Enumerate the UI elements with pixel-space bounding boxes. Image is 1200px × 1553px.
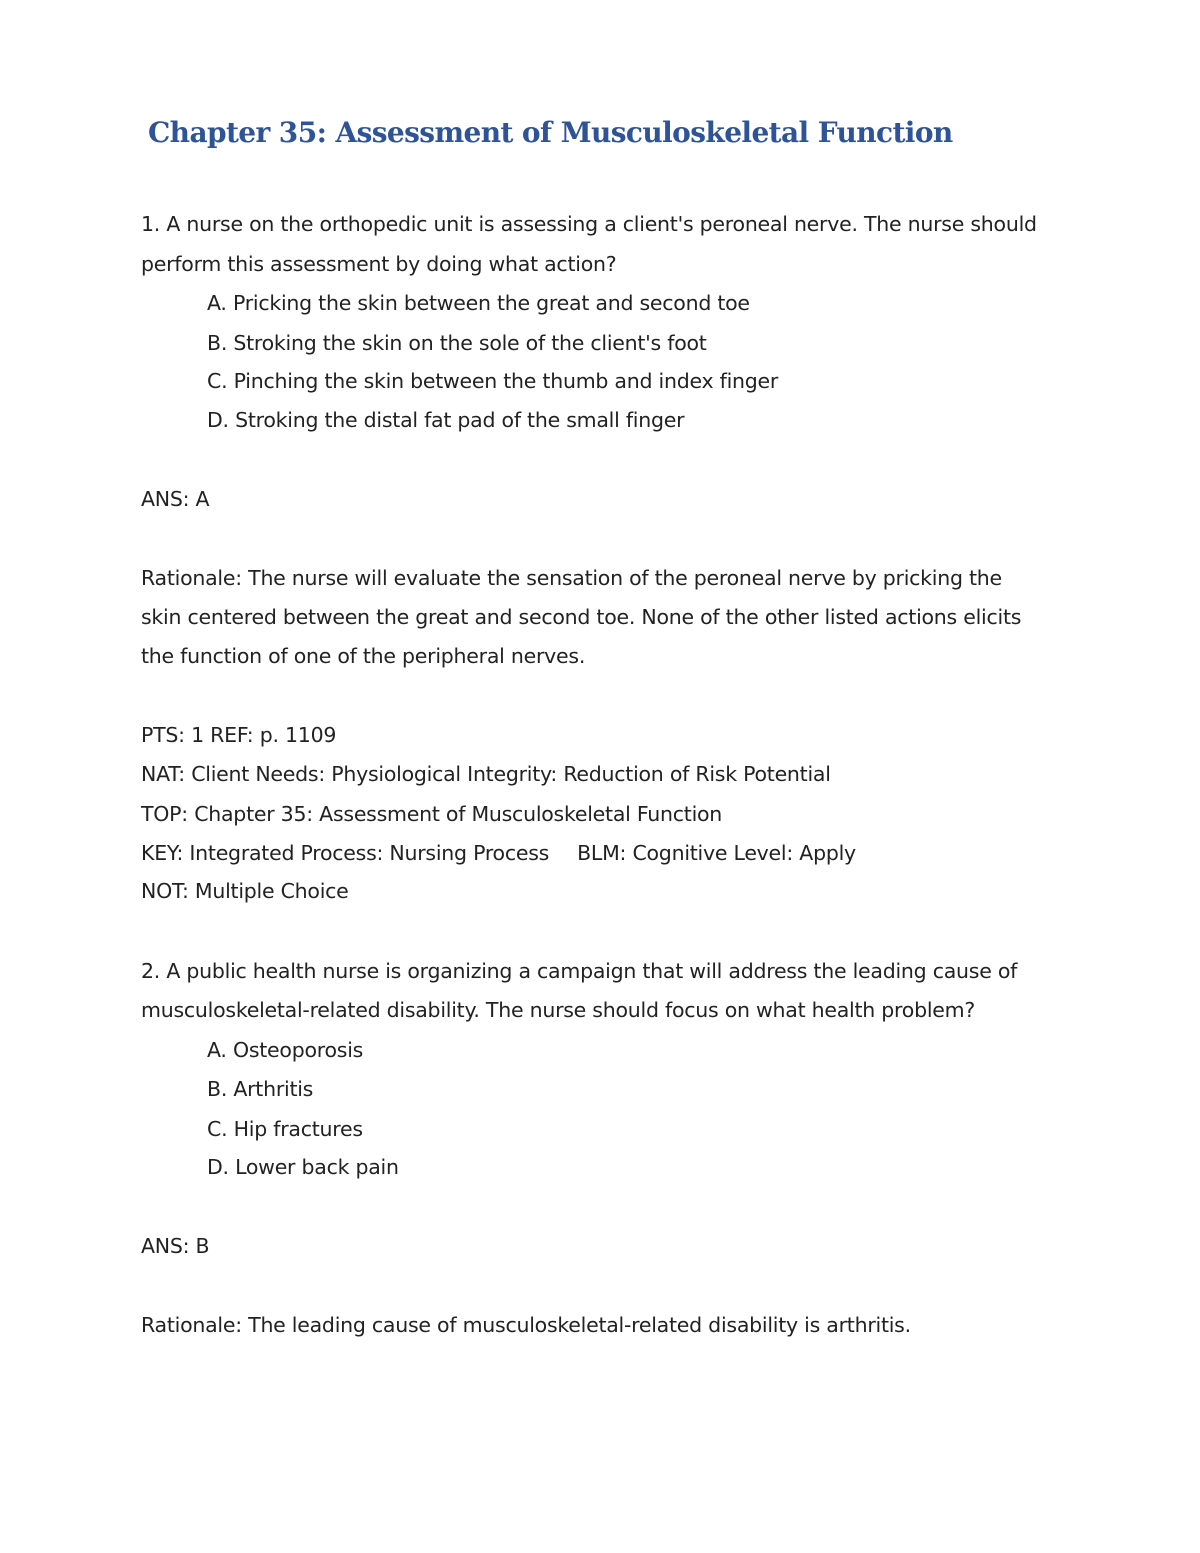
question-2-stem-line-2: musculoskeletal-related disability. The nurse should focus on what health problem? xyxy=(141,998,975,1022)
question-1-option-b: B. Stroking the skin on the sole of the client's foot xyxy=(207,331,707,355)
question-2-option-b: B. Arthritis xyxy=(207,1077,314,1101)
question-1-stem-line-1: 1. A nurse on the orthopedic unit is assessing a client's peroneal nerve. The nurse should xyxy=(141,212,1037,236)
question-2-stem-line-1: 2. A public health nurse is organizing a campaign that will address the leading cause of xyxy=(141,959,1018,983)
question-1-rationale-line-2: skin centered between the great and second toe. None of the other listed actions elicits xyxy=(141,605,1022,629)
question-2-option-c: C. Hip fractures xyxy=(207,1117,363,1141)
question-1-key-blm-row xyxy=(141,839,856,867)
question-1-not: NOT: Multiple Choice xyxy=(141,879,349,903)
question-1-key: KEY: Integrated Process: Nursing Process xyxy=(141,841,550,865)
question-1-rationale-line-3: the function of one of the peripheral nerves. xyxy=(141,644,586,668)
question-1-answer: ANS: A xyxy=(141,487,210,511)
question-1-nat: NAT: Client Needs: Physiological Integrity: Reduction of Risk Potential xyxy=(141,762,831,786)
chapter-title: Chapter 35: Assessment of Musculoskeletal Function xyxy=(148,116,953,149)
question-1-option-c: C. Pinching the skin between the thumb and index finger xyxy=(207,369,779,393)
question-2-answer: ANS: B xyxy=(141,1234,210,1258)
question-1-rationale-line-1: Rationale: The nurse will evaluate the sensation of the peroneal nerve by pricking the xyxy=(141,566,1002,590)
question-2-option-a: A. Osteoporosis xyxy=(207,1038,364,1062)
question-2-option-d: D. Lower back pain xyxy=(207,1155,399,1179)
question-1-option-a: A. Pricking the skin between the great and second toe xyxy=(207,291,750,315)
question-1-option-d: D. Stroking the distal fat pad of the small finger xyxy=(207,408,685,432)
question-1-top: TOP: Chapter 35: Assessment of Musculoskeletal Function xyxy=(141,802,723,826)
question-1-stem-line-2: perform this assessment by doing what action? xyxy=(141,252,617,276)
question-1-pts-ref: PTS: 1 REF: p. 1109 xyxy=(141,723,337,747)
question-1-blm: BLM: Cognitive Level: Apply xyxy=(577,841,856,865)
question-2-rationale-line-1: Rationale: The leading cause of musculoskeletal-related disability is arthritis. xyxy=(141,1313,911,1337)
